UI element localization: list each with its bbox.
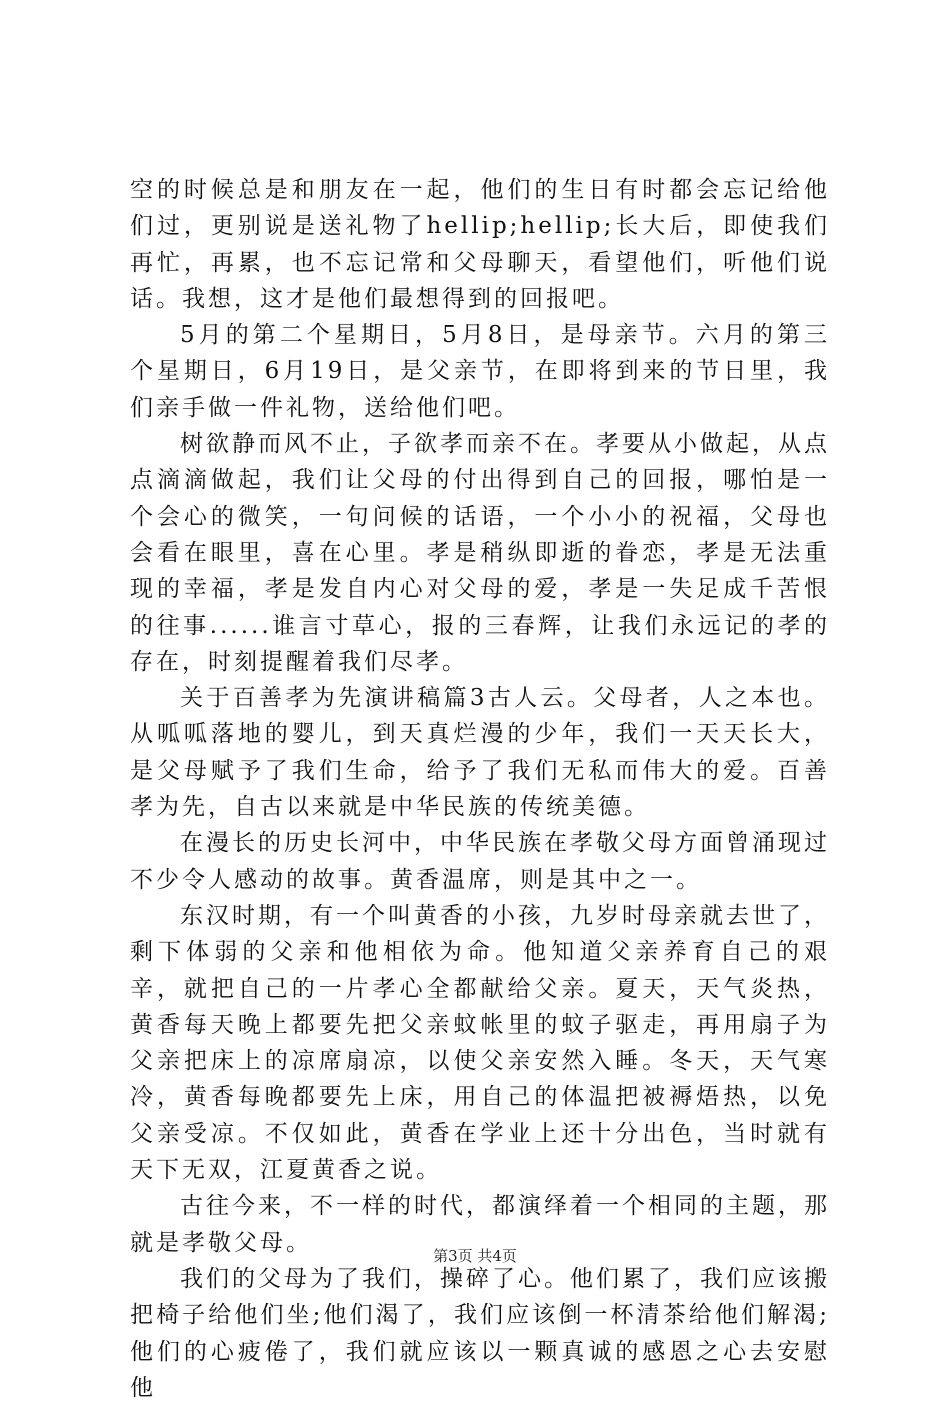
paragraph-7: 古往今来，不一样的时代，都演绎着一个相同的主题，那就是孝敬父母。 xyxy=(130,1193,830,1256)
paragraph-4: 关于百善孝为先演讲稿篇3古人云。父母者，人之本也。从呱呱落地的婴儿，到天真烂漫的少年，我们一天天长大，是父母赋予了我们生命，给予了我们无私而伟大的爱。百善孝为先，自古以来就是中华民族的传统美德。 xyxy=(130,685,830,821)
paragraph-5: 在漫长的历史长河中，中华民族在孝敬父母方面曾涌现过不少令人感动的故事。黄香温席，则是其中之一。 xyxy=(130,830,830,893)
paragraph-8: 我们的父母为了我们，操碎了心。他们累了，我们应该搬把椅子给他们坐;他们渴了，我们应该倒一杯清茶给他们解渴;他们的心疲倦了，我们就应该以一颗真诚的感恩之心去安慰他 xyxy=(130,1265,830,1401)
paragraph-1: 空的时候总是和朋友在一起，他们的生日有时都会忘记给他们过，更别说是送礼物了hellip;hellip;长大后，即使我们再忙，再累，也不忘记常和父母聊天，看望他们，听他们说话。我想，这才是他们最想得到的回报吧。 xyxy=(130,177,830,312)
page-footer xyxy=(0,1245,950,1266)
paragraph-3: 树欲静而风不止，子欲孝而亲不在。孝要从小做起，从点点滴滴做起，我们让父母的付出得到自己的回报，哪怕是一个会心的微笑，一句问候的话语，一个小小的祝福，父母也会看在眼里，喜在心里。孝是稍纵即逝的眷恋，孝是无法重现的幸福，孝是发自内心对父母的爱，孝是一失足成千苦恨的往事......谁言寸草心，报的三春辉，让我们永远记的孝的存在，时刻提醒着我们尽孝。 xyxy=(130,431,830,675)
paragraph-6: 东汉时期，有一个叫黄香的小孩，九岁时母亲就去世了，剩下体弱的父亲和他相依为命。他知道父亲养育自己的艰辛，就把自己的一片孝心全都献给父亲。夏天，天气炎热，黄香每天晚上都要先把父亲蚊帐里的蚊子驱走，再用扇子为父亲把床上的凉席扇凉，以使父亲安然入睡。冬天，天气寒冷，黄香每晚都要先上床，用自己的体温把被褥焐热，以免父亲受凉。不仅如此，黄香在学业上还十分出色，当时就有天下无双，江夏黄香之说。 xyxy=(130,902,830,1184)
document-body xyxy=(130,172,830,1406)
page-number-label: 第3页 共4页 xyxy=(433,1247,517,1265)
paragraph-2: 5月的第二个星期日，5月8日，是母亲节。六月的第三个星期日，6月19日，是父亲节，在即将到来的节日里，我们亲手做一件礼物，送给他们吧。 xyxy=(130,322,830,421)
